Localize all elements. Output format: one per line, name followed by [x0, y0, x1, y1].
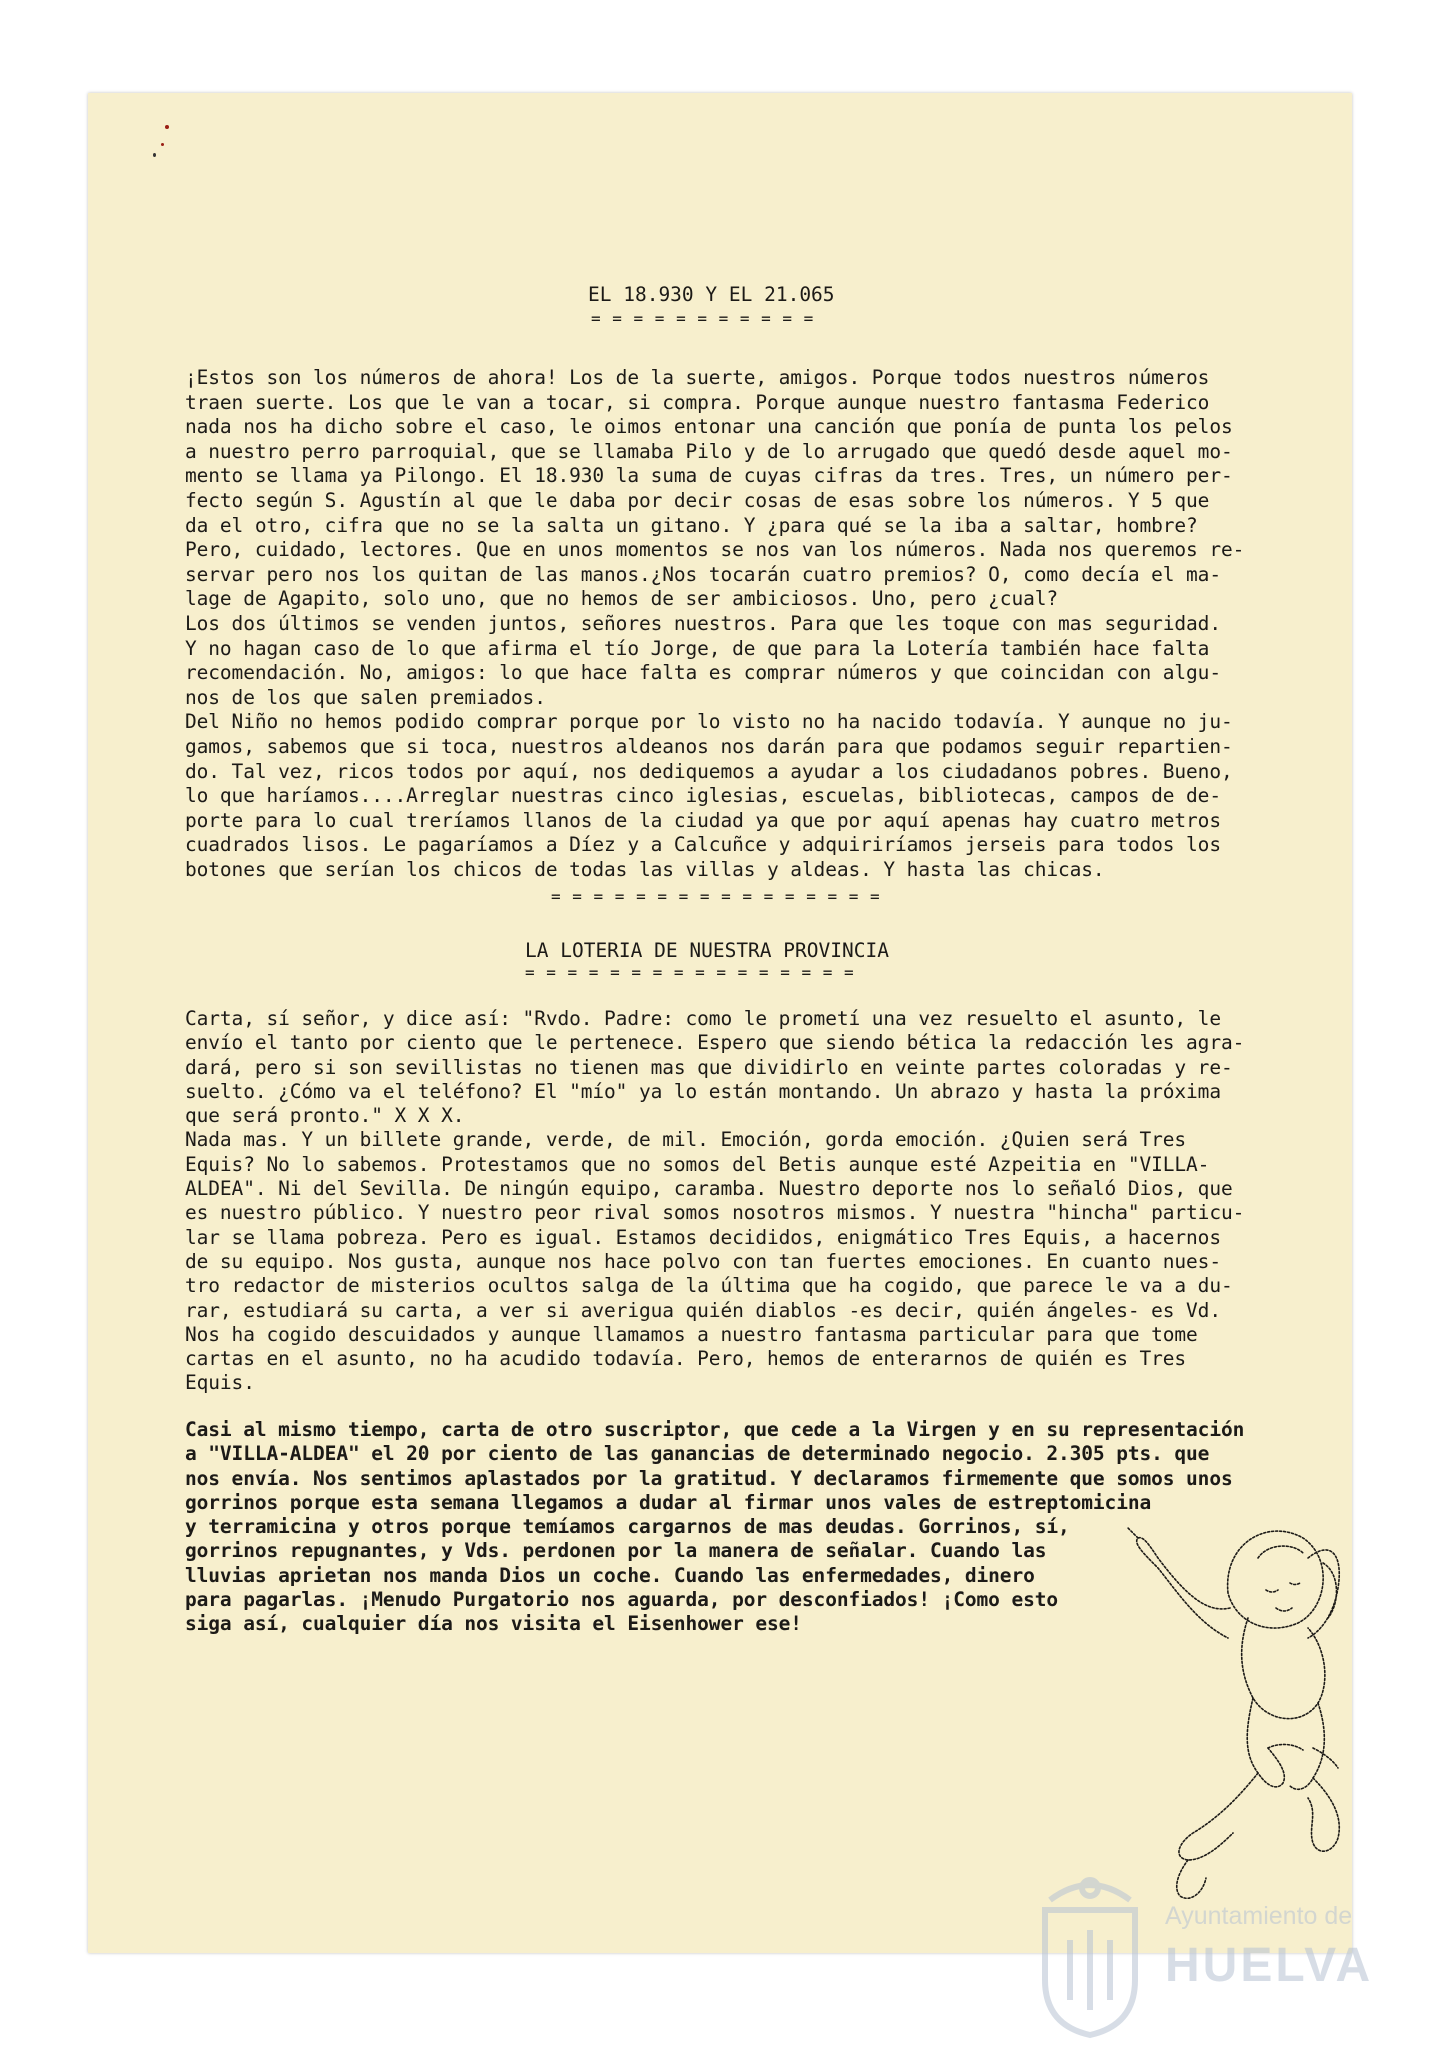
watermark-line-ayuntamiento: Ayuntamiento de — [1165, 1902, 1353, 1930]
section-divider: = = = = = = = = = = = = = = = = — [551, 887, 881, 906]
coat-of-arms-icon — [1030, 1860, 1150, 2040]
ink-speck — [161, 143, 164, 146]
ink-speck — [165, 125, 169, 129]
watermark-line-huelva: HUELVA — [1165, 1939, 1374, 1992]
typed-page — [88, 93, 1352, 1953]
section-body-lottery-numbers: ¡Estos son los números de ahora! Los de la suerte, amigos. Porque todos nuestros números traen suerte. Los que le van a tocar, si compra. Porque aunque nuestro fantasma Federico nada nos ha dicho sobre el caso, le oimos entonar una canción que ponía de punta los pelos a nuestro perro parroquial, que se llamaba Pilo y de lo arrugado que quedó desde aquel mo- mento se llama ya Pilongo. El 18.930 la suma de cuyas cifras da tres. Tres, un número per- fecto según S. Agustín al que le daba por decir cosas de esas sobre los números. Y 5 que da el otro, cifra que no se la salta un gitano. Y ¿para qué se la iba a saltar, hombre? Pero, cuidado, lectores. Que en unos momentos se nos van los números. Nada nos queremos re- servar pero nos los quitan de las manos.¿Nos tocarán cuatro premios? O, como decía el ma- lage de Agapito, solo uno, que no hemos de ser ambiciosos. Uno, pero ¿cual? Los dos últimos se venden juntos, señores nuestros. Para que les toque con mas seguridad. Y no hagan caso de lo que afirma el tío Jorge, de que para la Lotería también hace falta recomendación. No, amigos: lo que hace falta es comprar números y que coincidan con algu- nos de los que salen premiados. Del Niño no hemos podido comprar porque por lo visto no ha nacido todavía. Y aunque no ju- gamos, sabemos que si toca, nuestros aldeanos nos darán para que podamos seguir repartien- do. Tal vez, ricos todos por aquí, nos dediquemos a ayudar a los ciudadanos pobres. Bueno, lo que haríamos....Arreglar nuestras cinco iglesias, escuelas, bibliotecas, campos de de- porte para lo cual treríamos llanos de la ciudad ya que por aquí apenas hay cuatro metros cuadrados lisos. Le pagaríamos a Díez y a Calcuñce y adquiriríamos jerseis para todos los botones que serían los chicos de todas las villas y aldeas. Y hasta las chicas. — [185, 366, 1245, 881]
section-title-lottery-numbers: EL 18.930 Y EL 21.065 — [588, 283, 835, 306]
title-underline: = = = = = = = = = = = = = = = = — [525, 963, 855, 982]
huelva-watermark — [1030, 1850, 1374, 2050]
ink-speck — [153, 153, 156, 157]
section-title-provincial-lottery: LA LOTERIA DE NUESTRA PROVINCIA — [525, 939, 889, 962]
section-body-letter: Carta, sí señor, y dice así: "Rvdo. Padre: como le prometí una vez resuelto el asunto, le envío el tanto por ciento que le pertenece. Espero que siendo bética la redacción les agra- dará, pero si son sevillistas no tienen mas que dividirlo en veinte partes coloradas y re- suelto. ¿Cómo va el teléfono? El "mío" ya lo están montando. Un abrazo y hasta la próxima que será pronto." X X X. Nada mas. Y un billete grande, verde, de mil. Emoción, gorda emoción. ¿Quien será Tres Equis? No lo sabemos. Protestamos que no somos del Betis aunque esté Azpeitia en "VILLA- ALDEA". Ni del Sevilla. De ningún equipo, caramba. Nuestro deporte nos lo señaló Dios, que es nuestro público. Y nuestro peor rival somos nosotros mismos. Y nuestra "hincha" particu- lar se llama pobreza. Pero es igual. Estamos decididos, enigmático Tres Equis, a hacernos de su equipo. Nos gusta, aunque nos hace polvo con tan fuertes emociones. En cuanto nues- tro redactor de misterios ocultos salga de la última que ha cogido, que parece le va a du- rar, estudiará su carta, a ver si averigua quién diablos -es decir, quién ángeles- es Vd. Nos ha cogido descuidados y aunque llamamos a nuestro fantasma particular para que tome cartas en el asunto, no ha acudido todavía. Pero, hemos de enterarnos de quién es Tres Equis. — [185, 1007, 1245, 1395]
title-underline: = = = = = = = = = = = — [591, 309, 815, 328]
section-body-second-letter: Casi al mismo tiempo, carta de otro suscriptor, que cede a la Virgen y en su representación a "VILLA-ALDEA" el 20 por ciento de las ganancias de determinado negocio. 2.305 pts. que nos envía. Nos sentimos aplastados por la gratitud. Y declaramos firmemente que somos unos gorrinos porque esta semana llegamos a dudar al firmar unos vales de estreptomicina y terramicina y otros porque temíamos cargarnos de mas deudas. Gorrinos, sí, gorrinos repugnantes, y Vds. perdonen por la manera de señalar. Cuando las lluvias aprietan nos manda Dios un coche. Cuando las enfermedades, dinero para pagarlas. ¡Menudo Purgatorio nos aguarda, por desconfiados! ¡Como esto siga así, cualquier día nos visita el Eisenhower ese! — [185, 1418, 1245, 1636]
